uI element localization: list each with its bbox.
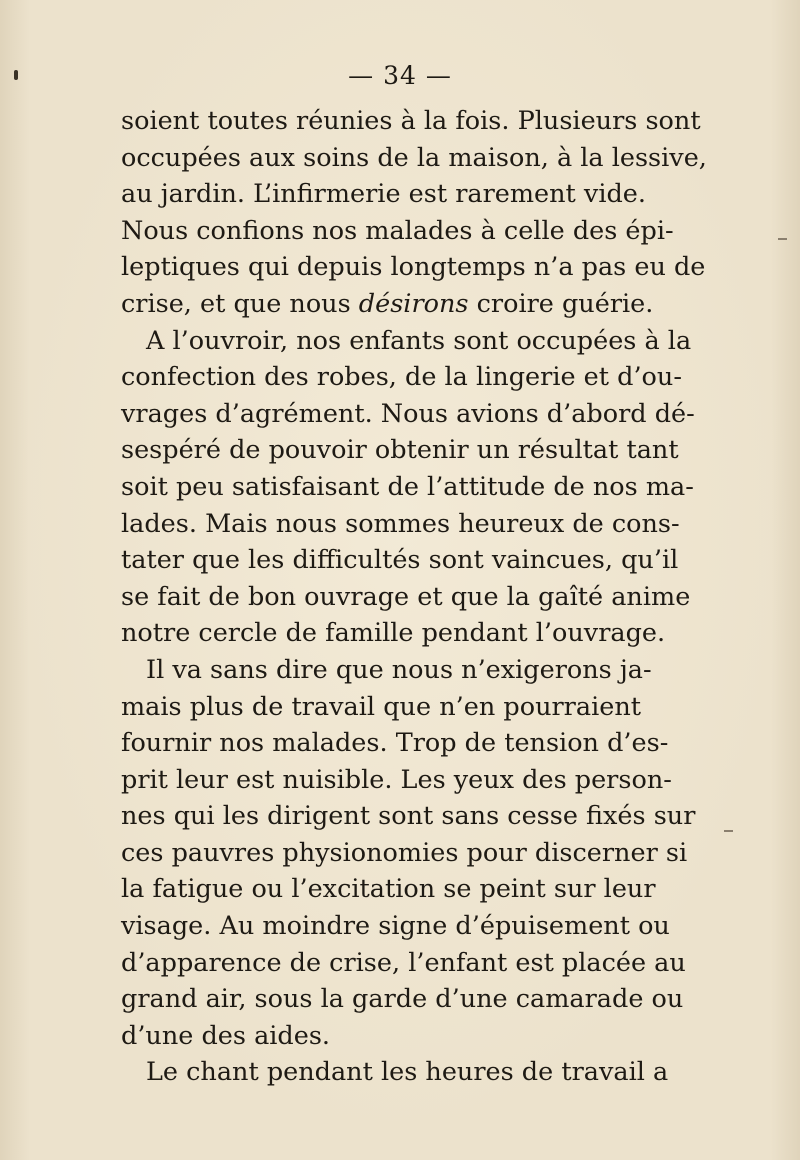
text-line: occupées aux soins de la maison, à la lessive, (121, 142, 707, 173)
text-line: notre cercle de famille pendant l’ouvrage. (121, 618, 666, 649)
text-line: vrages d’agrément. Nous avions d’abord dé- (121, 398, 695, 429)
text-line: ces pauvres physionomies pour discerner si (121, 837, 688, 868)
text-line: d’apparence de crise, l’enfant est placée au (121, 947, 686, 978)
text-line: mais plus de travail que n’en pourraient (121, 691, 641, 722)
italic-word: désirons (358, 288, 469, 319)
text-line: prit leur est nuisible. Les yeux des person- (121, 764, 672, 795)
text-line: lades. Mais nous sommes heureux de cons- (121, 508, 680, 539)
text-line: tater que les difficultés sont vaincues, qu’il (121, 545, 679, 576)
text-run: croire guérie. (468, 288, 654, 319)
text-line: se fait de bon ouvrage et que la gaîté anime (121, 581, 691, 612)
text-line (121, 286, 654, 323)
text-line: confection des robes, de la lingerie et d’ou- (121, 362, 682, 393)
text-line: grand air, sous la garde d’une camarade ou (121, 984, 684, 1015)
text-line: soient toutes réunies à la fois. Plusieurs sont (121, 106, 701, 136)
paper-mark (724, 830, 733, 832)
text-line: Nous confions nos malades à celle des épi- (121, 215, 674, 246)
text-line: d’une des aides. (121, 1020, 331, 1051)
paragraph-first-line: A l’ouvroir, nos enfants sont occupées à la (146, 325, 692, 356)
body-text (121, 103, 707, 1091)
text-line: fournir nos malades. Trop de tension d’es- (121, 728, 669, 759)
page-number: — 34 — (348, 61, 452, 90)
text-line: sespéré de pouvoir obtenir un résultat tant (121, 435, 679, 466)
text-line: nes qui les dirigent sont sans cesse fixés sur (121, 801, 696, 832)
paragraph-first-line: Il va sans dire que nous n’exigerons ja- (146, 654, 652, 685)
paragraph-first-line: Le chant pendant les heures de travail a (146, 1057, 669, 1088)
text-line: leptiques qui depuis longtemps n’a pas eu de (121, 252, 706, 283)
paper-mark (778, 238, 787, 240)
text-run: crise, et que nous (121, 288, 359, 319)
text-line: visage. Au moindre signe d’épuisement ou (121, 911, 670, 942)
text-line: soit peu satisfaisant de l’attitude de nos ma- (121, 471, 694, 502)
text-line: la fatigue ou l’excitation se peint sur leur (121, 874, 656, 905)
text-line: au jardin. L’infirmerie est rarement vide. (121, 179, 646, 210)
